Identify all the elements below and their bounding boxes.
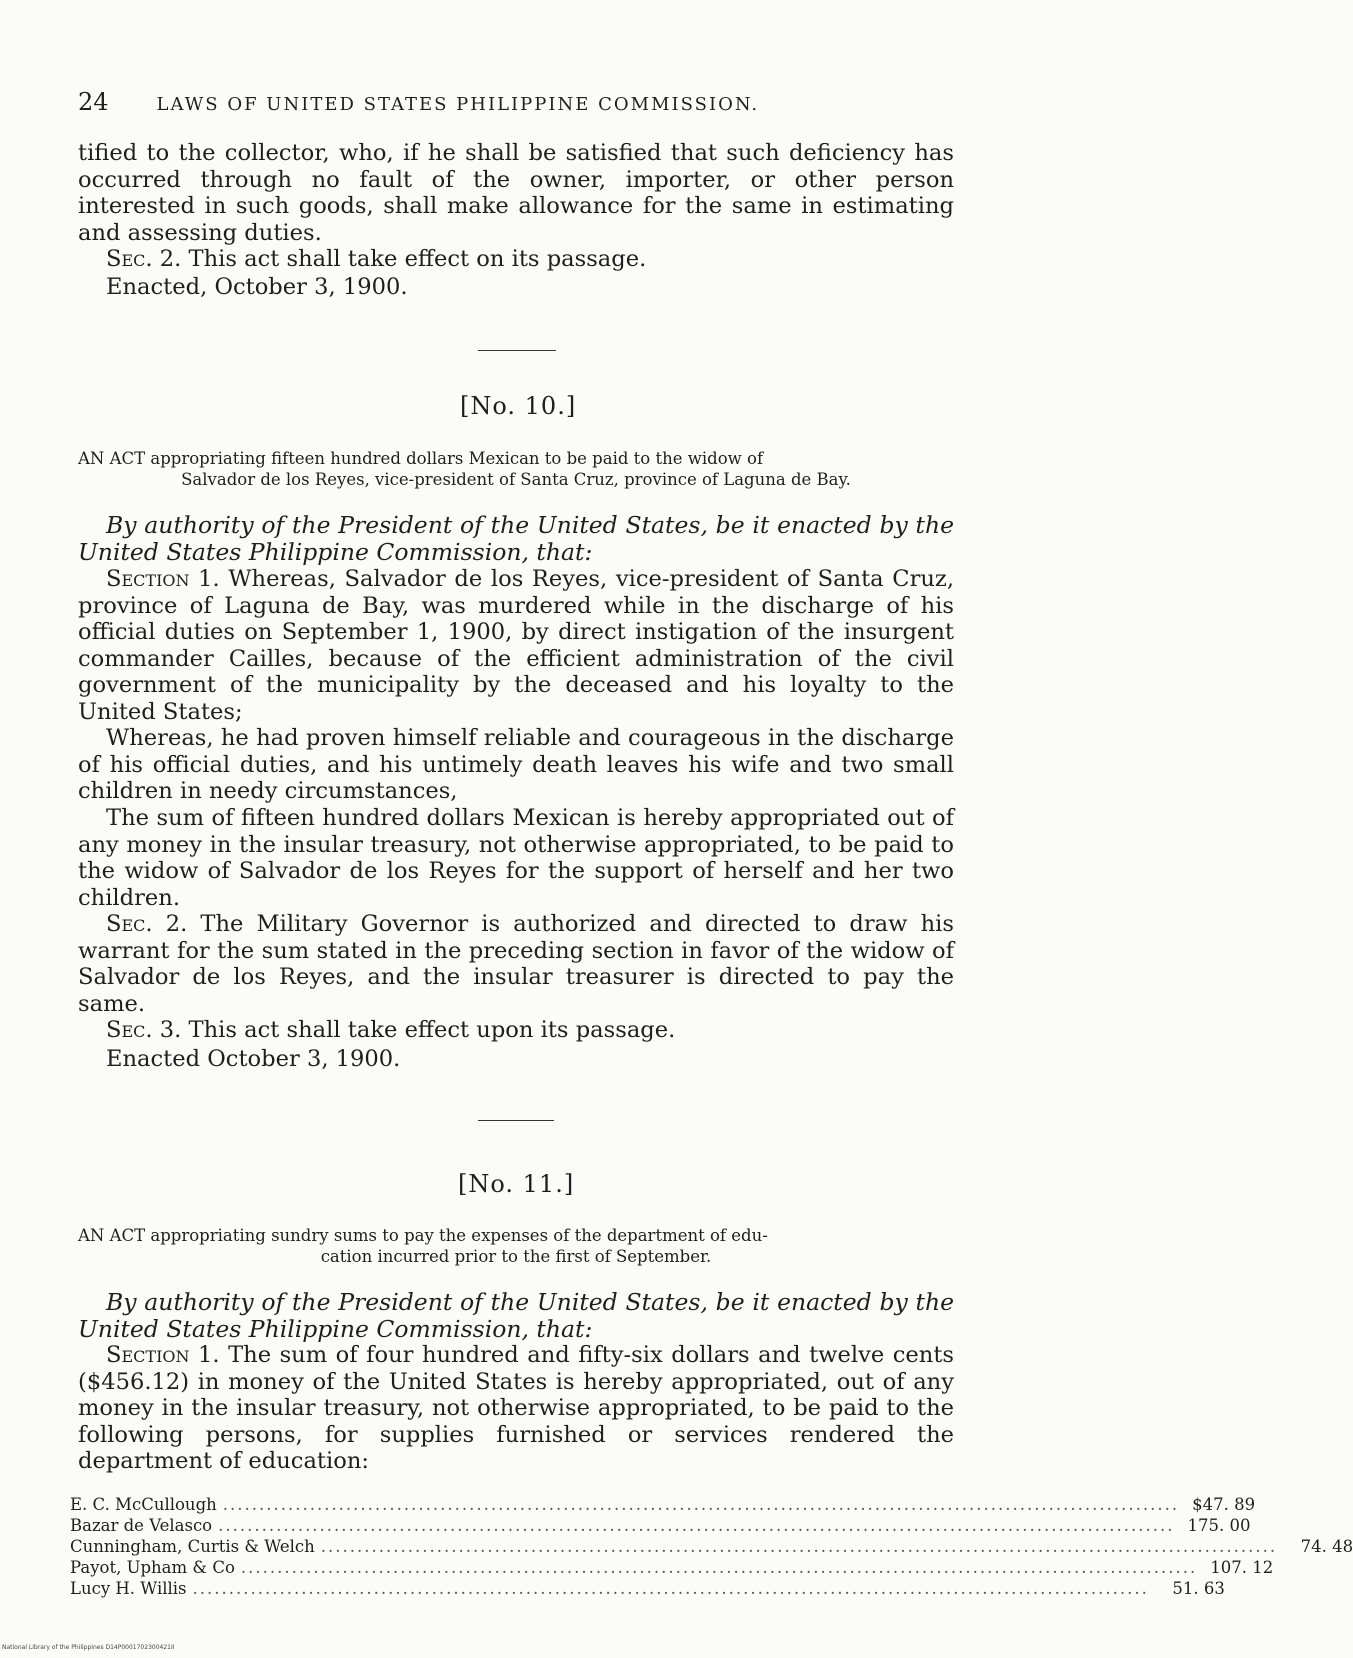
section-label: Sec. 3.: [106, 1017, 182, 1043]
act-number-11: [No. 11.]: [458, 1170, 575, 1198]
payee-name: Payot, Upham & Co: [70, 1558, 235, 1577]
payee-row: [70, 1515, 1251, 1536]
act11-enacting-clause: By authority of the President of the United States, be it enacted by the United States Philippine Commission, that:: [78, 1288, 954, 1343]
section-label: Section 1.: [106, 566, 220, 592]
act9-section-2: [78, 246, 954, 273]
act10-title-line-1: AN ACT appropriating fifteen hundred dollars Mexican to be paid to the widow of: [78, 449, 764, 468]
running-header: [78, 88, 958, 116]
payee-name: Cunningham, Curtis & Welch: [70, 1537, 315, 1556]
act11-title-line-2: cation incurred prior to the first of September.: [320, 1247, 712, 1266]
act10-title: [78, 448, 954, 490]
act9-enacted-date: Enacted, October 3, 1900.: [106, 274, 408, 300]
page-number: 24: [78, 88, 109, 116]
dot-leader: ....................................................................................................................................: [240, 1558, 1198, 1577]
dot-leader: ....................................................................................................................................: [218, 1516, 1175, 1535]
act11-title-line-1: AN ACT appropriating sundry sums to pay the expenses of the department of edu-: [78, 1226, 768, 1245]
section-text: This act shall take effect upon its passage.: [181, 1017, 676, 1043]
dot-leader: ....................................................................................................................................: [192, 1579, 1149, 1598]
section-label: Sec. 2.: [106, 246, 182, 272]
dot-leader: ....................................................................................................................................: [222, 1495, 1180, 1514]
act11-section-1: [78, 1342, 954, 1475]
payee-row: [70, 1557, 1274, 1578]
section-divider: [478, 1120, 554, 1121]
payee-row: [70, 1494, 1256, 1515]
act10-section-3: [78, 1017, 954, 1044]
scan-footer: National Library of the Philippines D14P0001702300421II: [2, 1644, 175, 1651]
payee-name: Lucy H. Willis: [70, 1579, 187, 1598]
payee-row: [70, 1536, 1353, 1557]
payee-amount: 107. 12: [1210, 1558, 1274, 1577]
act10-title-line-2: Salvador de los Reyes, vice-president of Santa Cruz, province of Laguna de Bay.: [181, 470, 851, 489]
act10-enacted-date: Enacted October 3, 1900.: [106, 1046, 401, 1072]
act10-enacting-clause: By authority of the President of the United States, be it enacted by the United States Philippine Commission, that:: [78, 511, 954, 566]
act10-section-2: [78, 911, 954, 1017]
section-text: The sum of four hundred and fifty-six dollars and twelve cents ($456.12) in money of the United States is hereby appropriated, out of any money in the insular treasury, not otherwise appropriated, to be paid to the following persons, for supplies furnished or services rendered the department of education:: [78, 1342, 954, 1474]
payee-amount: 175. 00: [1187, 1516, 1251, 1535]
section-label: Sec. 2.: [106, 911, 188, 937]
payee-amount: 51. 63: [1172, 1579, 1225, 1598]
act11-title: [78, 1225, 954, 1267]
act10-section-1: [78, 566, 954, 725]
act10-appropriation: The sum of fifteen hundred dollars Mexican is hereby appropriated out of any money in the insular treasury, not otherwise appropriated, to be paid to the widow of Salvador de los Reyes for the support of herself and her two children.: [78, 805, 954, 911]
payee-list: [70, 1494, 1353, 1599]
section-label: Section 1.: [106, 1342, 220, 1368]
payee-name: Bazar de Velasco: [70, 1516, 213, 1535]
act10-whereas-2: Whereas, he had proven himself reliable and courageous in the discharge of his official duties, and his untimely death leaves his wife and two small children in needy circumstances,: [78, 725, 954, 804]
section-text: This act shall take effect on its passage.: [181, 246, 647, 272]
payee-amount: 74. 48: [1300, 1537, 1353, 1556]
section-text: Whereas, Salvador de los Reyes, vice-president of Santa Cruz, province of Laguna de Bay, was murdered while in the discharge of his official duties on September 1, 1900, by direct instigation of the insurgent commander Cailles, because of the efficient administration of the civil government of the municipality by the deceased and his loyalty to the United States;: [78, 566, 955, 725]
section-text: The Military Governor is authorized and directed to draw his warrant for the sum stated in the preceding section in favor of the widow of Salvador de los Reyes, and the insular treasurer is directed to pay the same.: [78, 911, 954, 1017]
section-divider: [478, 350, 556, 351]
payee-name: E. C. McCullough: [70, 1495, 217, 1514]
payee-row: [70, 1578, 1225, 1599]
act9-continuation: tified to the collector, who, if he shall be satisfied that such deficiency has occurred through no fault of the owner, importer, or other person interested in such goods, shall make allowance for the same in estimating and assessing duties.: [78, 140, 954, 246]
dot-leader: ....................................................................................................................................: [320, 1537, 1278, 1556]
running-title: LAWS OF UNITED STATES PHILIPPINE COMMISSION.: [156, 94, 760, 115]
payee-amount: $47. 89: [1192, 1495, 1256, 1514]
act-number-10: [No. 10.]: [460, 392, 577, 420]
